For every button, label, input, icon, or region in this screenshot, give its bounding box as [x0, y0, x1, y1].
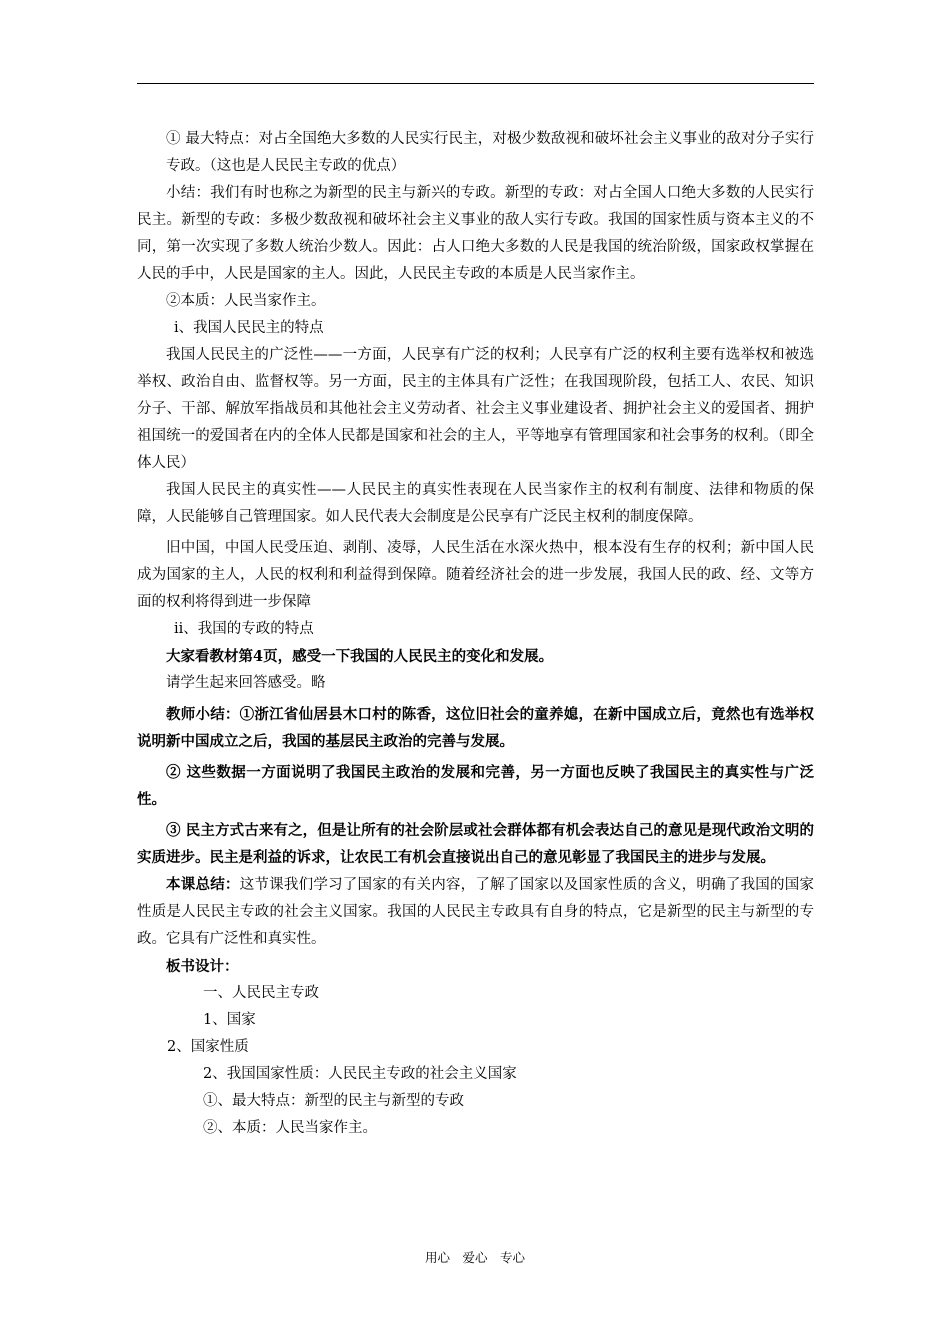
paragraph-breadth: 我国人民民主的广泛性——一方面，人民享有广泛的权利；人民享有广泛的权利主要有选举权和被选举权、政治自由、监督权等。另一方面，民主的主体具有广泛性；在我国现阶段，包括工人、农民、知识分子、干部、解放军指战员和其他社会主义劳动者、社会主义事业建设者、拥护社会主义的爱国者、拥护祖国统一的爱国者在内的全体人民都是国家和社会的主人，平等地享有管理国家和社会事务的权利。（即全体人民） [137, 347, 814, 471]
heading-dictatorship-features: ⅱ、我国的专政的特点 [174, 621, 314, 637]
paragraph-student-answer: 请学生起来回答感受。略 [166, 675, 326, 691]
board-line-4: 2、我国国家性质：人民民主专政的社会主义国家 [203, 1066, 517, 1082]
board-design-title: 板书设计： [166, 958, 239, 975]
board-line-2: 1、国家 [203, 1012, 256, 1028]
paragraph-teacher-summary-2: ② 这些数据一方面说明了我国民主政治的发展和完善，另一方面也反映了我国民主的真实性与广泛性。 [137, 764, 814, 808]
paragraph-authenticity: 我国人民民主的真实性——人民民主的真实性表现在人民当家作主的权利有制度、法律和物质的保障，人民能够自己管理国家。如人民代表大会制度是公民享有广泛民主权利的制度保障。 [137, 482, 814, 525]
document-body [137, 126, 814, 1142]
paragraph-lesson-summary [137, 871, 814, 953]
paragraph-feature: ① 最大特点：对占全国绝大多数的人民实行民主，对极少数敌视和破坏社会主义事业的敌对分子实行专政。（这也是人民民主专政的优点） [166, 131, 814, 174]
paragraph-essence: ②本质：人民当家作主。 [166, 293, 326, 309]
paragraph-old-china: 旧中国，中国人民受压迫、剥削、凌辱，人民生活在水深火热中，根本没有生存的权利；新中国人民成为国家的主人，人民的权利和利益得到保障。随着经济社会的进一步发展，我国人民的政、经、文等方面的权利将得到进一步保障 [137, 540, 814, 610]
paragraph-summary-note: 小结：我们有时也称之为新型的民主与新兴的专政。新型的专政：对占全国人口绝大多数的人民实行民主。新型的专政：多极少数敌视和破坏社会主义事业的敌人实行专政。我国的国家性质与资本主义的不同，第一次实现了多数人统治少数人。因此：占人口绝大多数的人民是我国的统治阶级，国家政权掌握在人民的手中，人民是国家的主人。因此，人民民主专政的本质是人民当家作主。 [137, 185, 814, 282]
paragraph-textbook-prompt: 大家看教材第4页，感受一下我国的人民民主的变化和发展。 [166, 648, 554, 665]
lesson-summary-text: 这节课我们学习了国家的有关内容，了解了国家以及国家性质的含义，明确了我国的国家性质是人民民主专政的社会主义国家。我国的人民民主专政具有自身的特点，它是新型的民主与新型的专政。它具有广泛性和真实性。 [137, 877, 815, 947]
paragraph-teacher-summary-1: 教师小结：①浙江省仙居县木口村的陈香，这位旧社会的童养媳，在新中国成立后，竟然也有选举权说明新中国成立之后，我国的基层民主政治的完善与发展。 [137, 706, 814, 750]
paragraph-teacher-summary-3: ③ 民主方式古来有之，但是让所有的社会阶层或社会群体都有机会表达自己的意见是现代政治文明的实质进步。民主是利益的诉求，让农民工有机会直接说出自己的意见彰显了我国民主的进步与发展。 [137, 822, 814, 866]
board-line-3: 2、国家性质 [167, 1039, 249, 1055]
board-line-1: 一、人民民主专政 [203, 985, 319, 1001]
heading-democracy-features: ⅰ、我国人民民主的特点 [174, 320, 324, 336]
page-footer: 用心 爱心 专心 [424, 1250, 525, 1265]
lesson-summary-label: 本课总结： [166, 876, 240, 893]
header-rule [137, 83, 814, 84]
board-line-6: ②、本质：人民当家作主。 [203, 1120, 377, 1136]
board-line-5: ①、最大特点：新型的民主与新型的专政 [203, 1093, 464, 1109]
